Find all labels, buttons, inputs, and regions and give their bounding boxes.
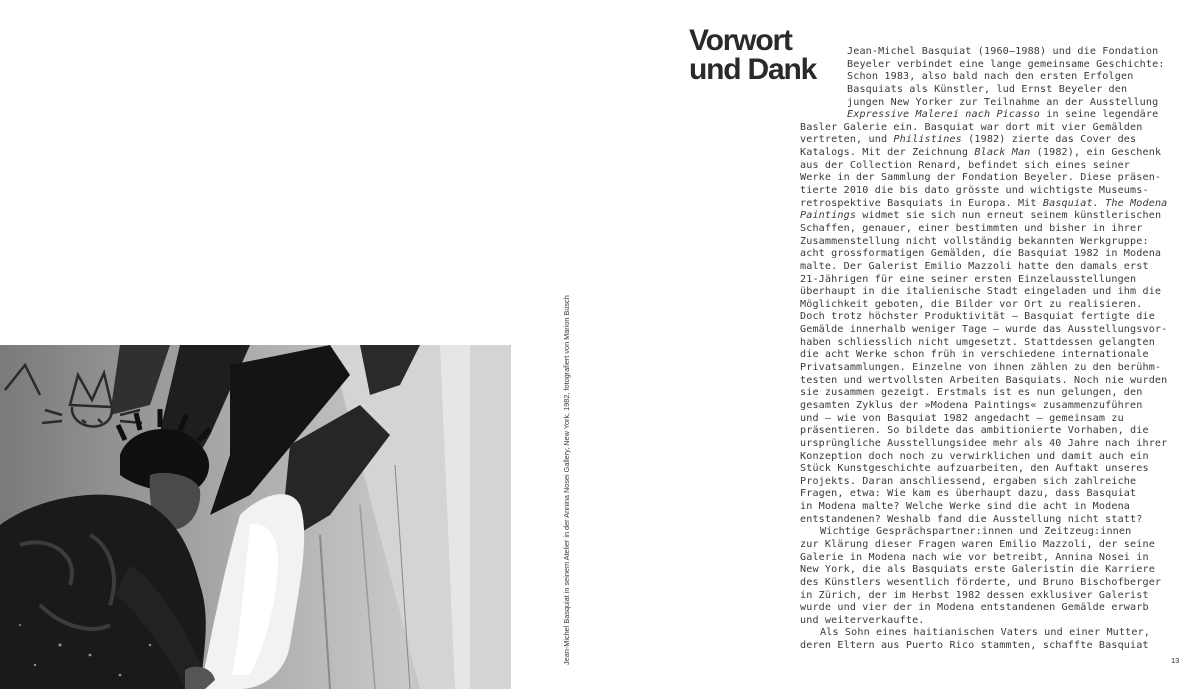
text-run: des Künstlers wesentlich förderte, und Bruno Bischofberger [800, 576, 1162, 588]
text-run: Schon 1983, also bald nach den ersten Erfolgen [847, 71, 1134, 83]
artist-in-studio-photo-icon [0, 345, 511, 689]
text-run: Privatsammlungen. Einzelne von ihnen zählen zu den berühm- [800, 362, 1162, 374]
body-line [800, 640, 1162, 653]
page-number: 13 [1171, 656, 1180, 665]
text-run: Als Sohn eines haitianischen Vaters und einer Mutter, [820, 627, 1151, 639]
body-line [800, 286, 1162, 299]
body-line [800, 109, 1162, 122]
body-line [800, 400, 1162, 413]
text-run: Werke in der Sammlung der Fondation Beyeler. Diese präsen- [800, 172, 1162, 184]
body-line [800, 223, 1162, 236]
text-run: Galerie in Modena nach wie vor betreibt, Annina Nosei in [800, 551, 1149, 563]
text-run: widmet sie sich nun erneut seinem künstlerischen [856, 210, 1162, 222]
body-line [800, 437, 1168, 451]
body-line [800, 514, 1162, 527]
text-run: zur Klärung dieser Fragen waren Emilio Mazzoli, der seine [800, 538, 1155, 550]
title-line-2: und Dank [689, 53, 817, 86]
body-line [800, 387, 1162, 400]
body-line [800, 160, 1162, 173]
text-run: Wichtige Gesprächspartner:innen und Zeitzeug:innen [820, 526, 1132, 538]
body-line [800, 362, 1162, 375]
body-line [800, 84, 1162, 97]
text-run: Doch trotz höchster Produktivität – Basquiat fertigte die [800, 311, 1155, 323]
text-run: wurde und vier der in Modena entstandenen Gemälde erwarb [800, 602, 1149, 614]
body-line [800, 577, 1162, 590]
text-run: jungen New Yorker zur Teilnahme an der Ausstellung [847, 96, 1159, 108]
text-run: Fragen, etwa: Wie kam es überhaupt dazu, dass Basquiat [800, 488, 1137, 500]
text-run: tierte 2010 die bis dato grösste und wichtigste Museums- [800, 185, 1149, 197]
body-line [800, 236, 1162, 249]
text-run: Zusammenstellung nicht vollständig bekannten Werkgruppe: [800, 235, 1149, 247]
body-line [800, 425, 1162, 438]
text-run: entstandenen? Weshalb fand die Ausstellung nicht statt? [800, 513, 1143, 525]
text-run: sie zusammen gezeigt. Erstmals ist es nun gelungen, den [800, 387, 1143, 399]
body-line [800, 602, 1162, 615]
body-line [800, 337, 1162, 350]
body-line [800, 248, 1162, 261]
text-run: aus der Collection Renard, befindet sich eines seiner [800, 159, 1131, 171]
text-run: Konzeption doch noch zu verwirklichen und damit auch ein [800, 450, 1149, 462]
body-line [800, 261, 1162, 274]
body-line [800, 299, 1162, 312]
body-line [800, 476, 1162, 489]
text-run: haben schliesslich nicht umgesetzt. Stattdessen gelangten [800, 336, 1155, 348]
body-line [800, 122, 1162, 135]
text-run: präsentieren. So bildete das ambitionierte Vorhaben, die [800, 425, 1149, 437]
body-line [800, 58, 1165, 72]
text-run: Schaffen, genauer, einer bestimmten und bisher in ihrer [800, 222, 1143, 234]
text-run: malte. Der Galerist Emilio Mazzoli hatte den damals erst [800, 260, 1149, 272]
text-run: (1982) zierte das Cover des [961, 134, 1137, 146]
body-line [800, 324, 1168, 337]
italic-title: Paintings [800, 210, 857, 222]
body-line [800, 172, 1162, 185]
page-title [689, 26, 816, 84]
body-text [800, 46, 1168, 653]
studio-photo [0, 345, 511, 689]
photo-caption [562, 275, 582, 665]
text-run: 21-Jährigen für eine seiner ersten Einzelausstellungen [800, 273, 1137, 285]
body-line [800, 147, 1162, 160]
caption-line: Jean-Michel Basquiat in seinem Atelier in der Annina Nosei Gallery, New York, 1982, fotografiert von Marion Busch [562, 295, 571, 665]
body-line [800, 451, 1162, 464]
body-line [800, 526, 1162, 539]
body-line [800, 552, 1162, 565]
title-line-1: Vorwort [689, 24, 792, 57]
body-line [800, 210, 1162, 223]
body-line [800, 311, 1162, 324]
text-run: testen und wertvollsten Arbeiten Basquiats. Noch nie wurden [800, 374, 1168, 386]
italic-title: Philistines [893, 134, 962, 146]
text-run: Gemälde innerhalb weniger Tage – wurde das Ausstellungsvor- [800, 324, 1168, 336]
text-run: Jean-Michel Basquiat (1960–1988) und die Fondation [847, 46, 1159, 57]
body-line [800, 46, 1162, 59]
body-line [800, 488, 1162, 501]
text-run: gesamten Zyklus der »Modena Paintings« zusammenzuführen [800, 399, 1143, 411]
body-line [800, 274, 1162, 287]
text-run: Beyeler verbindet eine lange gemeinsame Geschichte: [847, 58, 1165, 70]
text-run: ursprüngliche Ausstellungsidee mehr als 40 Jahre nach ihrer [800, 437, 1168, 449]
body-line [800, 134, 1162, 147]
body-line [800, 413, 1162, 426]
text-run: Katalogs. Mit der Zeichnung [800, 147, 975, 159]
italic-title: Basquiat. The Modena [1042, 197, 1168, 209]
body-line [800, 197, 1168, 211]
text-run: in Modena malte? Welche Werke sind die acht in Modena [800, 501, 1131, 513]
body-line [800, 539, 1162, 552]
text-run: Basler Galerie ein. Basquiat war dort mit vier Gemälden [800, 121, 1143, 133]
text-run: deren Eltern aus Puerto Rico stammten, schaffte Basquiat [800, 640, 1149, 652]
text-run: Stück Kunstgeschichte aufzuarbeiten, den Auftakt unseres [800, 463, 1149, 475]
body-line [800, 349, 1162, 362]
text-run: New York, die als Basquiats erste Galeristin die Karriere [800, 564, 1155, 576]
body-line [800, 97, 1162, 110]
text-run: in Zürich, der im Herbst 1982 dessen exklusiver Galerist [800, 589, 1149, 601]
text-run: Projekts. Daran anschliessend, ergaben sich zahlreiche [800, 475, 1137, 487]
body-line [800, 564, 1162, 577]
body-line [800, 501, 1162, 514]
body-line [800, 185, 1162, 198]
text-run: und weiterverkaufte. [800, 614, 925, 626]
body-line [800, 615, 1162, 628]
text-run: acht grossformatigen Gemälden, die Basquiat 1982 in Modena [800, 248, 1162, 260]
text-run: vertreten, und [800, 134, 894, 146]
body-line [800, 627, 1162, 640]
body-line [800, 463, 1162, 476]
text-run: retrospektive Basquiats in Europa. Mit [800, 197, 1043, 209]
body-line [800, 71, 1162, 84]
text-run: Möglichkeit geboten, die Bilder vor Ort zu realisieren. [800, 298, 1143, 310]
text-run: in seine legendäre [1040, 109, 1159, 121]
text-run: und – wie von Basquiat 1982 angedacht – gemeinsam zu [800, 412, 1124, 424]
text-run: Basquiats als Künstler, lud Ernst Beyeler den [847, 83, 1128, 95]
italic-title: Expressive Malerei nach Picasso [847, 109, 1041, 121]
text-run: die acht Werke schon früh in verschiedene internationale [800, 349, 1149, 361]
body-line [800, 374, 1168, 388]
italic-title: Black Man [974, 147, 1031, 159]
text-run: überhaupt in die italienische Stadt eingeladen und ihm die [800, 286, 1162, 298]
body-line [800, 590, 1162, 603]
text-run: (1982), ein Geschenk [1030, 147, 1162, 159]
